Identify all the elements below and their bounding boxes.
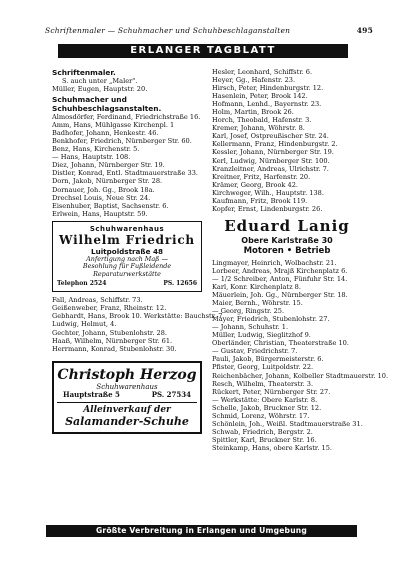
entry-list xyxy=(52,296,223,353)
ad-line: Alleinverkauf der xyxy=(57,402,197,416)
entry: Distler, Konrad, Entl. Stadtmauerstraße 33. xyxy=(52,169,198,178)
ad-ps: PS. 12656 xyxy=(163,280,197,288)
entry-list xyxy=(212,258,389,452)
entry: Kaufmann, Fritz, Brook 119. xyxy=(212,196,308,205)
entry: Heyer, Gg., Hafenstr. 23. xyxy=(212,76,296,85)
entry: Geißenweber, Franz, Rheinstr. 12. xyxy=(52,304,167,313)
entry: Kerl, Ludwig, Nürnberger Str. 100. xyxy=(212,156,330,165)
entry: Rückert, Peter, Nürnberger Str. 27. xyxy=(212,387,331,396)
entry: Müller, Eugen, Hauptstr. 20. xyxy=(52,85,148,94)
entry: Dornauer, Joh. Gg., Brook 18a. xyxy=(52,185,155,194)
entry: Maier, Bernh., Wöhrstr. 15. xyxy=(212,299,303,308)
entry: Pauli, Jakob, Bürgermeisterstr. 6. xyxy=(212,355,324,364)
advertisement-eduard-lanig xyxy=(212,217,362,257)
entry: Ludwig, Helmut, 4. xyxy=(52,320,117,329)
ad-contact xyxy=(57,280,197,288)
ad-line: Schuhwarenhaus xyxy=(89,224,165,233)
ad-line: Anfertigung nach Maß — xyxy=(86,254,168,263)
entry: Oberländer, Christian, Theaterstraße 10. xyxy=(212,339,349,348)
entry: Diez, Johann, Nürnberger Str. 19. xyxy=(52,161,165,170)
entry: Kopfer, Ernst, Lindenburgstr. 26. xyxy=(212,204,323,213)
ad-ps: PS. 27534 xyxy=(151,389,191,399)
entry: Mäuerlein, Joh. Gg., Nürnberger Str. 18. xyxy=(212,291,348,300)
ad-title: Eduard Lanig xyxy=(224,216,350,235)
ad-telephone: Telephon 2524 xyxy=(57,280,107,288)
entry: Mayer, Friedrich, Stubenlohstr. 27. xyxy=(212,315,330,324)
entry: Benz, Hans, Kirchenstr. 5. xyxy=(52,145,140,154)
entry: Pfister, Georg, Luitpoldstr. 22. xyxy=(212,363,314,372)
entry: Lingmayer, Heinrich, Wolbachstr. 21. xyxy=(212,258,337,267)
entry: Krämer, Georg, Brook 42. xyxy=(212,180,299,189)
entry: Hofmann, Lenhd., Bayernstr. 23. xyxy=(212,100,322,109)
entry: Haaß, Wilhelm, Nürnberger Str. 61. xyxy=(52,336,173,345)
entry: Kranzleitner, Andreas, Ulrichstr. 7. xyxy=(212,164,329,173)
running-title: Schriftenmaler — Schuhmacher und Schuhbeschlaganstalten xyxy=(45,26,291,35)
newspaper-banner: ERLANGER TAGBLATT xyxy=(58,44,348,58)
entry: Almosdörfer, Ferdinand, Friedrichstraße 16. xyxy=(52,113,201,122)
ad-title: Wilhelm Friedrich xyxy=(59,232,195,247)
ad-title: Christoph Herzog xyxy=(57,366,197,383)
ad-services: Motoren • Betrieb xyxy=(243,245,331,256)
entry: Erlwein, Hans, Hauptstr. 59. xyxy=(52,209,148,218)
entry: Resch, Wilhelm, Theaterstr. 3. xyxy=(212,379,314,388)
entry: Gechter, Johann, Stubenlohstr. 28. xyxy=(52,328,168,337)
entry: Kreitner, Fritz, Harfenstr. 20. xyxy=(212,172,311,181)
entry: Horch, Theobald, Hafenstr. 3. xyxy=(212,116,312,125)
entry: Holm, Martin, Brook 26. xyxy=(212,108,294,117)
section-heading: Schuhmacher und Schuhbeschlagsanstalten. xyxy=(52,95,162,114)
advertisement-christoph-herzog xyxy=(52,361,202,434)
entry: — Georg, Ringstr. 25. xyxy=(212,307,285,316)
entry: Kessler, Johann, Nürnberger Str. 19. xyxy=(212,148,334,157)
entry: Drechsel Louis, Neue Str. 24. xyxy=(52,193,151,202)
entry: Lorbeer, Andreas, Mrajß Kirchenplatz 6. xyxy=(212,266,348,275)
entry: Dorn, Jakob, Nürnberger Str. 28. xyxy=(52,177,163,186)
entry: Kremer, Johann, Wöhrstr. 8. xyxy=(212,124,305,133)
entry: Hasenlein, Peter, Brook 142. xyxy=(212,92,308,101)
ad-line: Schuhwarenhaus xyxy=(96,382,158,391)
entry: Karl, Josef, Ostpreußischer Str. 24. xyxy=(212,132,329,141)
left-column xyxy=(52,68,223,438)
entry: Schwab, Friedrich, Bergstr. 2. xyxy=(212,427,313,436)
entry: — Johann, Schuhstr. 1. xyxy=(212,323,289,332)
page-number: 495 xyxy=(356,26,373,35)
running-header xyxy=(45,26,373,35)
ad-line: Salamander-Schuhe xyxy=(65,414,189,428)
entry: Kirchweger, Wilh., Hauptstr. 138. xyxy=(212,188,324,197)
entry: Reichenbächer, Johann, Kolbeller Stadtmauerstr. 10. xyxy=(212,371,389,380)
entry: Karl, Konr. Kirchenplatz 8. xyxy=(212,282,301,291)
ad-line: Reparaturwerkstätte xyxy=(93,269,161,278)
entry: Herrmann, Konrad, Stubenlohstr. 30. xyxy=(52,344,177,353)
entry-list xyxy=(212,68,362,213)
entry: Hesler, Leonhard, Schiffstr. 6. xyxy=(212,68,313,76)
entry-list xyxy=(52,113,202,218)
entry: Amm, Hans, Mühlgasse Kirchenpl. 1 xyxy=(52,121,175,130)
entry: — 1/2 Schreiber, Anton, Fünfuhr Str. 14. xyxy=(212,274,348,283)
entry: Gebhardt, Hans, Brook 10. Werkstätte: Bauchstr. 7 xyxy=(52,312,223,321)
ad-address: Hauptstraße 5 xyxy=(63,389,120,399)
section-heading: Schriftenmaler. xyxy=(52,68,116,77)
entry: Hirsch, Peter, Hindenburgstr. 12. xyxy=(212,84,324,93)
entry: — Gustav, Friedrichstr. 7. xyxy=(212,347,298,356)
entry: Steinkamp, Hans, obere Karlstr. 15. xyxy=(212,443,333,452)
entry: — Werkstätte: Obere Karlstr. 8. xyxy=(212,395,318,404)
entry: Badhofer, Johann, Henkestr. 46. xyxy=(52,129,159,138)
entry: — Hans, Hauptstr. 108. xyxy=(52,153,131,162)
entry: Eisenhuber, Baptist, Sachsenstr. 6. xyxy=(52,201,169,210)
entry: Fall, Andreas, Schiffstr. 73. xyxy=(52,296,143,305)
entry: Benkhofer, Friedrich, Nürnberger Str. 60. xyxy=(52,137,192,146)
ad-line: Besohlung für Fußleidende xyxy=(82,262,172,271)
ad-address: Obere Karlstraße 30 xyxy=(241,235,333,245)
advertisement-wilhelm-friedrich xyxy=(52,221,202,293)
entry: Schelle, Jakob, Bruckner Str. 12. xyxy=(212,403,322,412)
footer-banner: Größte Verbreitung in Erlangen und Umgebung xyxy=(46,525,357,537)
entry: Spittler, Karl, Bruckner Str. 16. xyxy=(212,435,317,444)
entry: Kellermann, Franz, Hindenburgstr. 2. xyxy=(212,140,338,149)
ad-contact xyxy=(57,391,197,399)
right-column xyxy=(212,68,389,452)
entry: S. auch unter „Maler". xyxy=(62,77,138,85)
entry: Schönlein, Joh., Weißl. Stadtmauerstraße 31. xyxy=(212,419,363,428)
entry: Müller, Ludwig, Sieglitzhof 9. xyxy=(212,331,311,340)
entry: Schmid, Lorenz, Wöhrstr. 17. xyxy=(212,411,310,420)
ad-address: Luitpoldstraße 48 xyxy=(91,246,163,256)
